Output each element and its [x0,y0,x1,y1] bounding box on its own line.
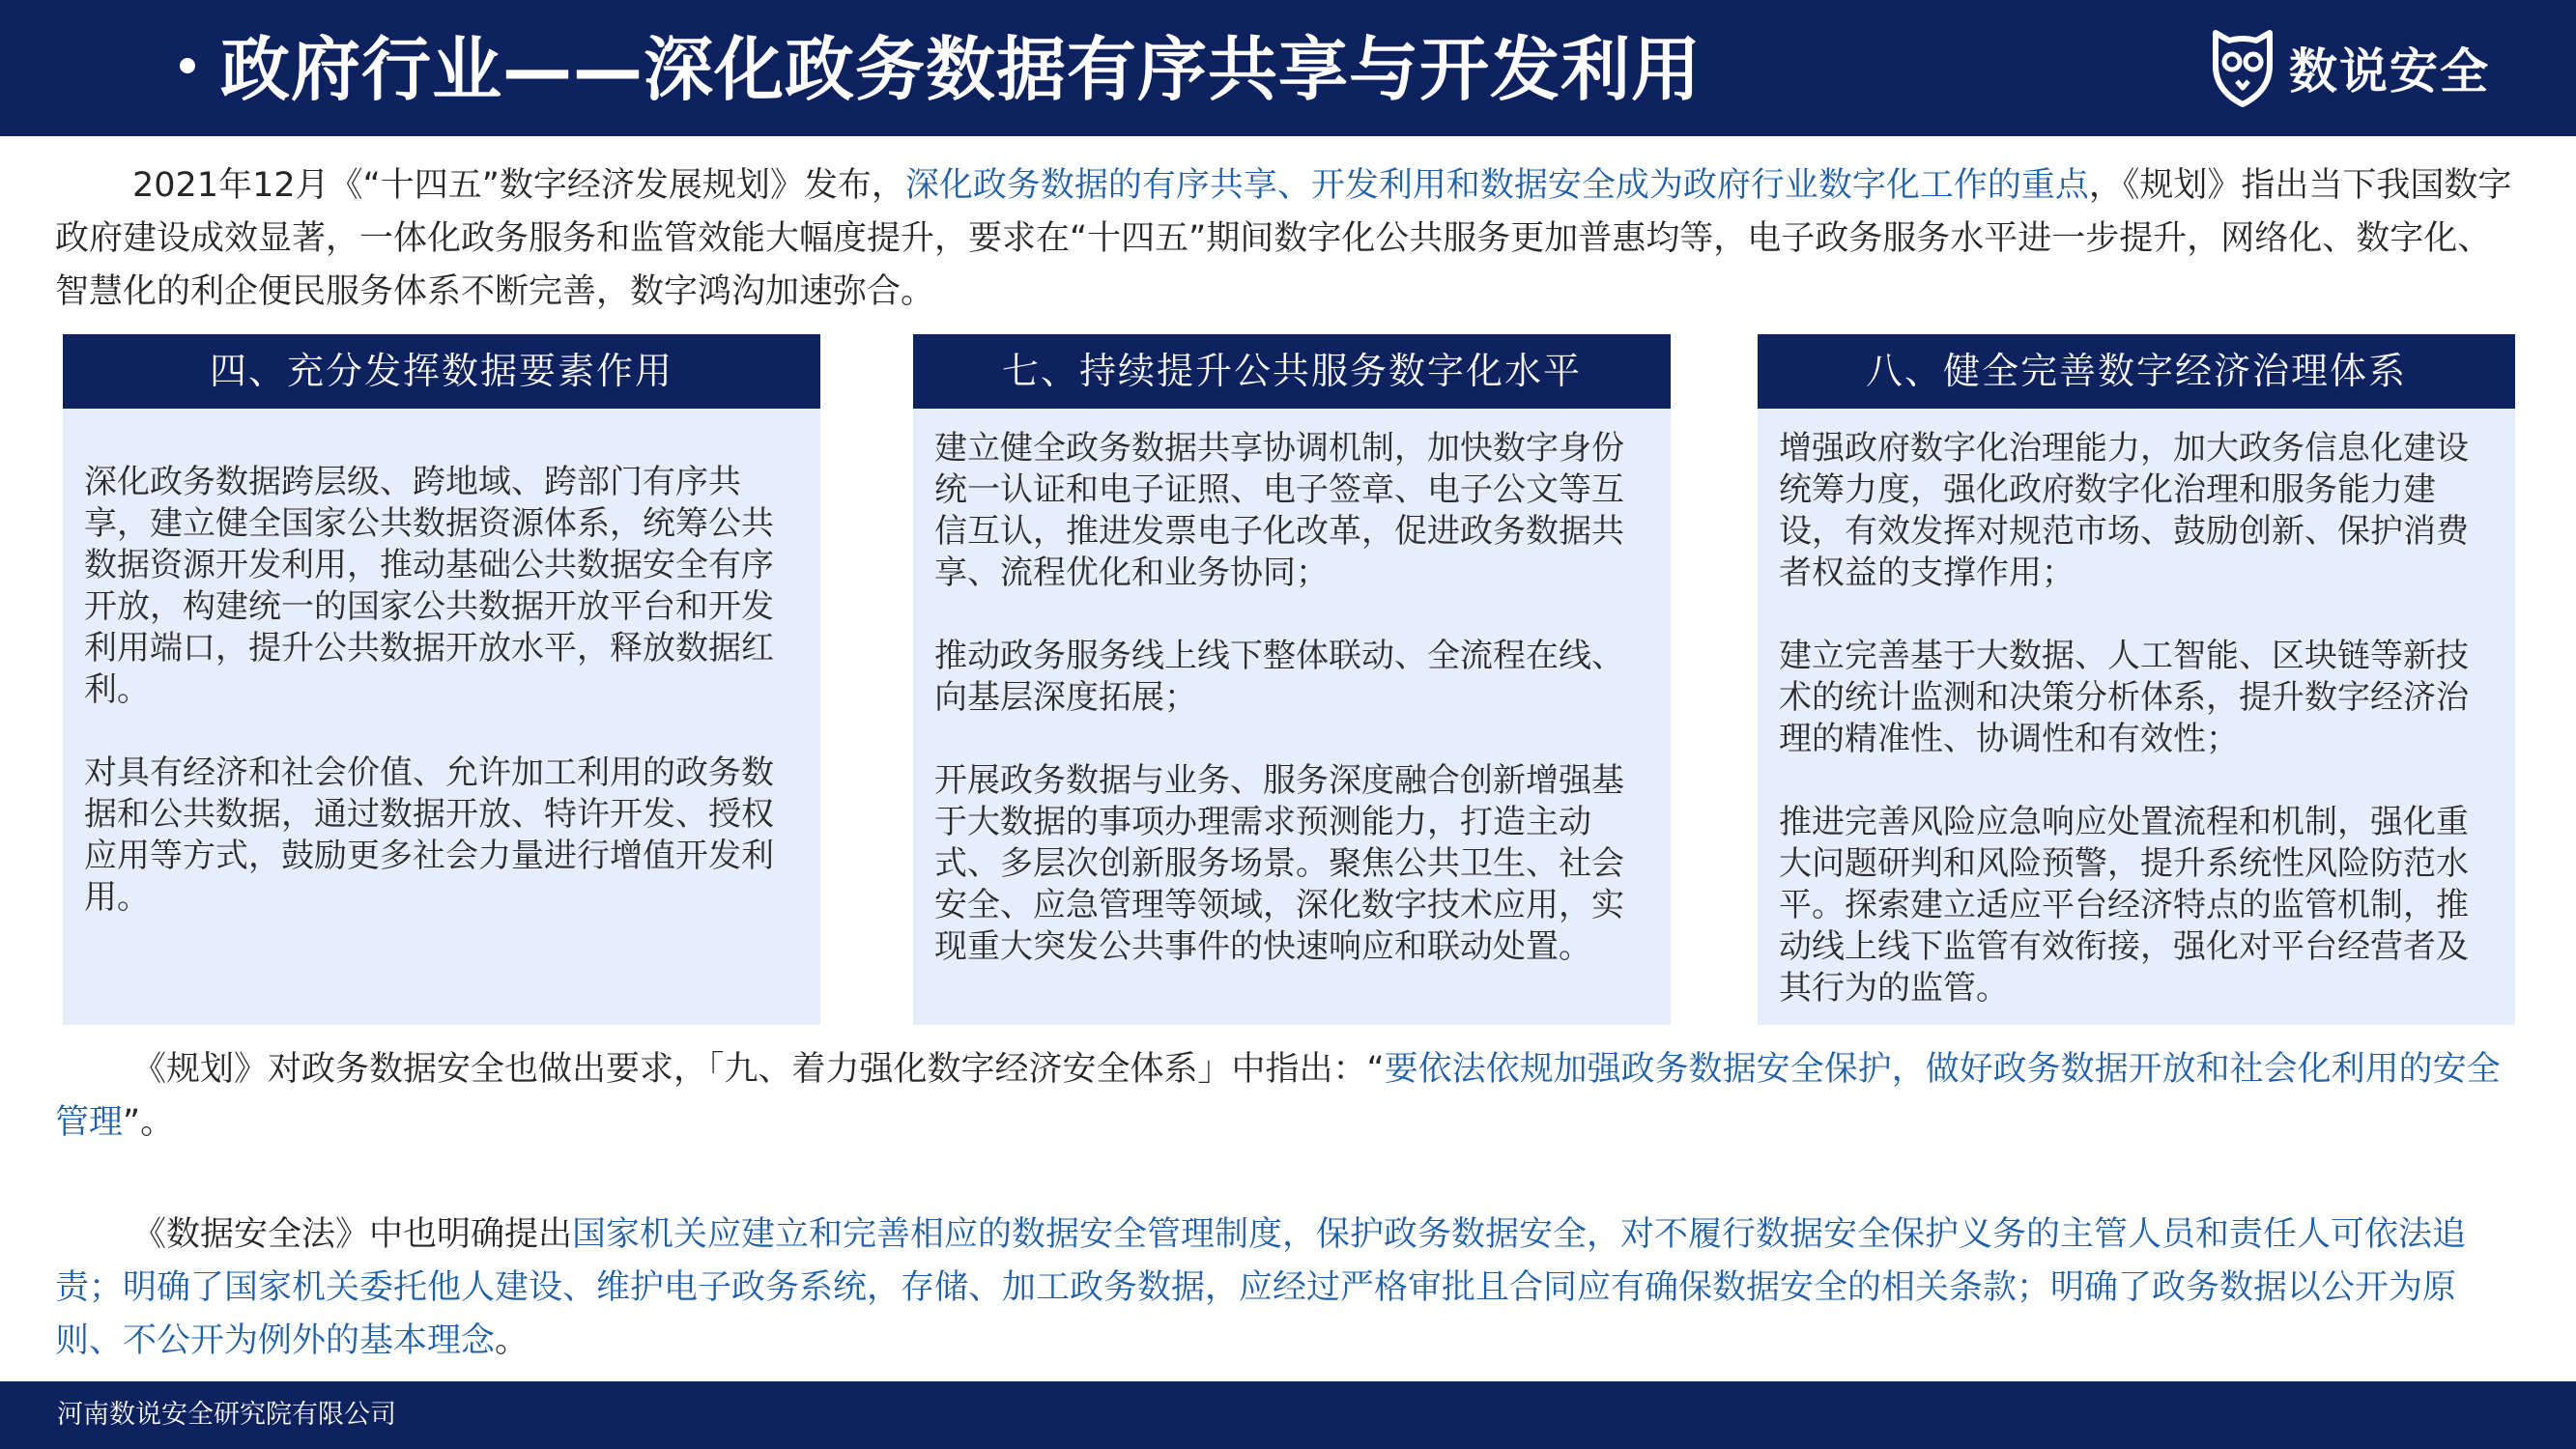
card-paragraph: 推动政务服务线上线下整体联动、全流程在线、向基层深度拓展； [934,637,1624,717]
security-text-b: ”。 [123,1103,175,1142]
header-bar [0,0,2576,136]
card-paragraph: 深化政务数据跨层级、跨地域、跨部门有序共享，建立健全国家公共数据资源体系，统筹公共数据资源开发利用，推动基础公共数据安全有序开放，构建统一的国家公共数据开放平台和开发利用端口，提升公共数据开放水平，释放数据红利。 [84,463,774,709]
card-paragraph: 建立完善基于大数据、人工智能、区块链等新技术的统计监测和决策分析体系，提升数字经济治理的精准性、协调性和有效性； [1779,637,2469,758]
card-governance [1758,334,2515,1025]
owl-shield-icon [2208,27,2277,108]
law-paragraph [55,1208,2519,1368]
intro-text-a: 2021年12月《“十四五”数字经济发展规划》发布， [132,166,905,205]
card-data-elements [63,334,820,1025]
logo-text: 数说安全 [2289,43,2490,99]
card-title: 四、充分发挥数据要素作用 [63,334,820,409]
security-text-a: 《规划》对政务数据安全也做出要求，「九、着力强化数字经济安全体系」中指出：“ [132,1050,1385,1089]
company-name: 河南数说安全研究院有限公司 [57,1400,396,1430]
footer-bar [0,1381,2576,1449]
bullet-icon [180,58,195,73]
intro-paragraph [55,159,2519,319]
card-paragraph: 对具有经济和社会价值、允许加工利用的政务数据和公共数据，通过数据开放、特许开发、授权应用等方式，鼓励更多社会力量进行增值开发利用。 [84,753,774,917]
brand-logo [2208,21,2490,113]
card-paragraph: 推进完善风险应急响应处置流程和机制，强化重大问题研判和风险预警，提升系统性风险防范水平。探索建立适应平台经济特点的监管机制，推动线上线下监管有效衔接，强化对平台经营者及其行为的监管。 [1779,803,2469,1008]
security-paragraph [55,1043,2519,1150]
card-public-services [913,334,1671,1025]
card-paragraph: 开展政务数据与业务、服务深度融合创新增强基于大数据的事项办理需求预测能力，打造主动式、多层次创新服务场景。聚焦公共卫生、社会安全、应急管理等领域，深化数字技术应用，实现重大突发公共事件的快速响应和联动处置。 [934,761,1624,966]
card-paragraph: 建立健全政务数据共享协调机制，加快数字身份统一认证和电子证照、电子签章、电子公文等互信互认，推进发票电子化改革，促进政务数据共享、流程优化和业务协同； [934,429,1624,592]
intro-highlight: 深化政务数据的有序共享、开发利用和数据安全成为政府行业数字化工作的重点 [904,166,2089,205]
law-text-b: 。 [495,1321,530,1360]
security-highlight: 要依法依规加强政务数据安全保护，做好政务数据开放和社会化利用的安全管理 [55,1050,2501,1142]
card-paragraph: 增强政府数字化治理能力，加大政务信息化建设统筹力度，强化政府数字化治理和服务能力建设，有效发挥对规范市场、鼓励创新、保护消费者权益的支撑作用； [1779,429,2469,592]
law-text-a: 《数据安全法》中也明确提出 [132,1215,573,1254]
card-title: 七、持续提升公共服务数字化水平 [913,334,1671,409]
page-title: 政府行业——深化政务数据有序共享与开发利用 [220,29,1703,110]
card-title: 八、健全完善数字经济治理体系 [1758,334,2515,409]
intro-text-b: ，《规划》指出当下我国数字政府建设成效显著，一体化政务服务和监管效能大幅度提升，要求在“十四五”期间数字化公共服务更加普惠均等，电子政务服务水平进一步提升，网络化、数字化、智慧化的利企便民服务体系不断完善，数字鸿沟加速弥合。 [55,166,2512,311]
law-highlight: 国家机关应建立和完善相应的数据安全管理制度，保护政务数据安全，对不履行数据安全保护义务的主管人员和责任人可依法追责；明确了国家机关委托他人建设、维护电子政务系统，存储、加工政务数据，应经过严格审批且合同应有确保数据安全的相关条款；明确了政务数据以公开为原则、不公开为例外的基本理念 [55,1215,2467,1360]
